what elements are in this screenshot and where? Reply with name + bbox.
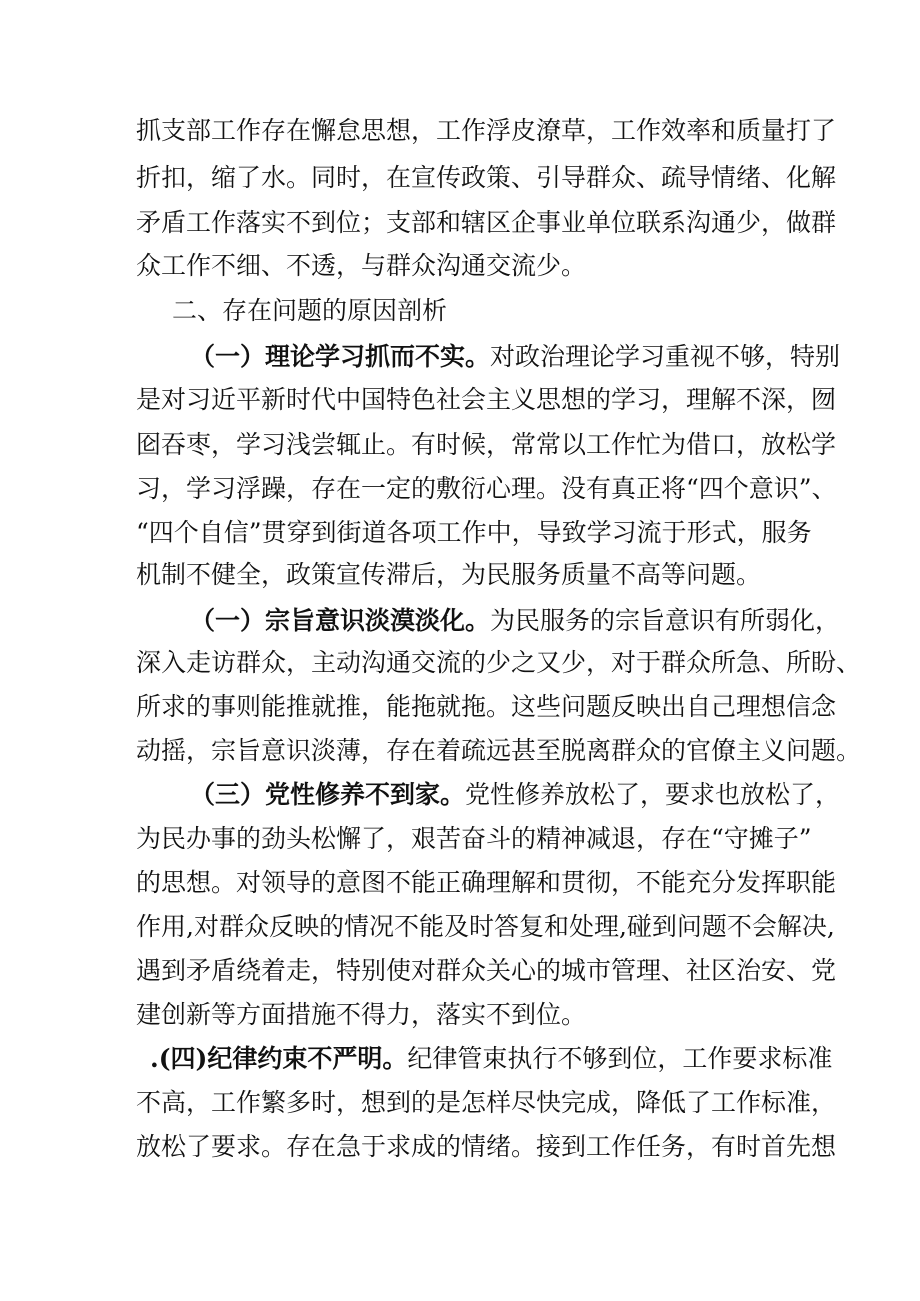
text-line: 动摇，宗旨意识淡薄，存在着疏远甚至脱离群众的官僚主义问题。	[136, 736, 862, 765]
text-line: 深入走访群众，主动沟通交流的少之又少，对于群众所急、所盼、	[136, 648, 862, 677]
text-line: 为民办事的劲头松懈了，艰苦奋斗的精神减退，存在“守摊子”	[136, 824, 812, 853]
paragraph-title: （一）理论学习抓而不实。	[190, 342, 491, 371]
paragraph-title: .(四)纪律约束不严明。	[150, 1044, 408, 1073]
paragraph-title: （三）党性修养不到家。	[190, 780, 466, 809]
section-heading: 二、存在问题的原因剖析	[172, 296, 448, 325]
text-line: 遇到矛盾绕着走，特别使对群众关心的城市管理、社区治安、党	[136, 956, 837, 985]
text-line: 的思想。对领导的意图不能正确理解和贯彻，不能充分发挥职能	[136, 868, 837, 897]
text-line: 习，学习浮躁，存在一定的敷衍心理。没有真正将“四个意识”、	[136, 474, 837, 503]
text-line: 是对习近平新时代中国特色社会主义思想的学习，理解不深，囫	[136, 385, 837, 414]
paragraph-title: （一）宗旨意识淡漠淡化。	[190, 606, 491, 635]
paragraph-first-line	[190, 340, 841, 374]
text-line: 众工作不细、不透，与群众沟通交流少。	[136, 251, 587, 280]
text-line: 作用,对群众反映的情况不能及时答复和处理,碰到问题不会解决,	[136, 912, 835, 941]
paragraph-text: 党性修养放松了，要求也放松了，	[465, 780, 841, 809]
text-line: 建创新等方面措施不得力，落实不到位。	[136, 1000, 587, 1029]
paragraph-text: 为民服务的宗旨意识有所弱化，	[490, 606, 841, 635]
text-line: 矛盾工作落实不到位；支部和辖区企事业单位联系沟通少，做群	[136, 208, 837, 237]
text-line: 折扣，缩了水。同时，在宣传政策、引导群众、疏导情绪、化解	[136, 163, 837, 192]
text-line: 抓支部工作存在懈怠思想，工作浮皮潦草，工作效率和质量打了	[136, 116, 837, 145]
text-line: 放松了要求。存在急于求成的情绪。接到工作任务，有时首先想	[136, 1132, 837, 1161]
text-line: 不高，工作繁多时，想到的是怎样尽快完成，降低了工作标准，	[136, 1088, 837, 1117]
paragraph-first-line	[190, 778, 841, 812]
paragraph-text: 纪律管束执行不够到位，工作要求标准	[407, 1044, 833, 1073]
paragraph-first-line	[190, 604, 841, 638]
text-line: 囵吞枣，学习浅尝辄止。有时候，常常以工作忙为借口，放松学	[136, 430, 837, 459]
text-line: “四个自信”贯穿到街道各项工作中，导致学习流于形式，服务	[136, 518, 812, 547]
paragraph-first-line	[150, 1042, 833, 1076]
text-line: 机制不健全，政策宣传滞后，为民服务质量不高等问题。	[136, 560, 762, 589]
paragraph-text: 对政治理论学习重视不够，特别	[490, 342, 841, 371]
text-line: 所求的事则能推就推，能拖就拖。这些问题反映出自己理想信念	[136, 692, 837, 721]
